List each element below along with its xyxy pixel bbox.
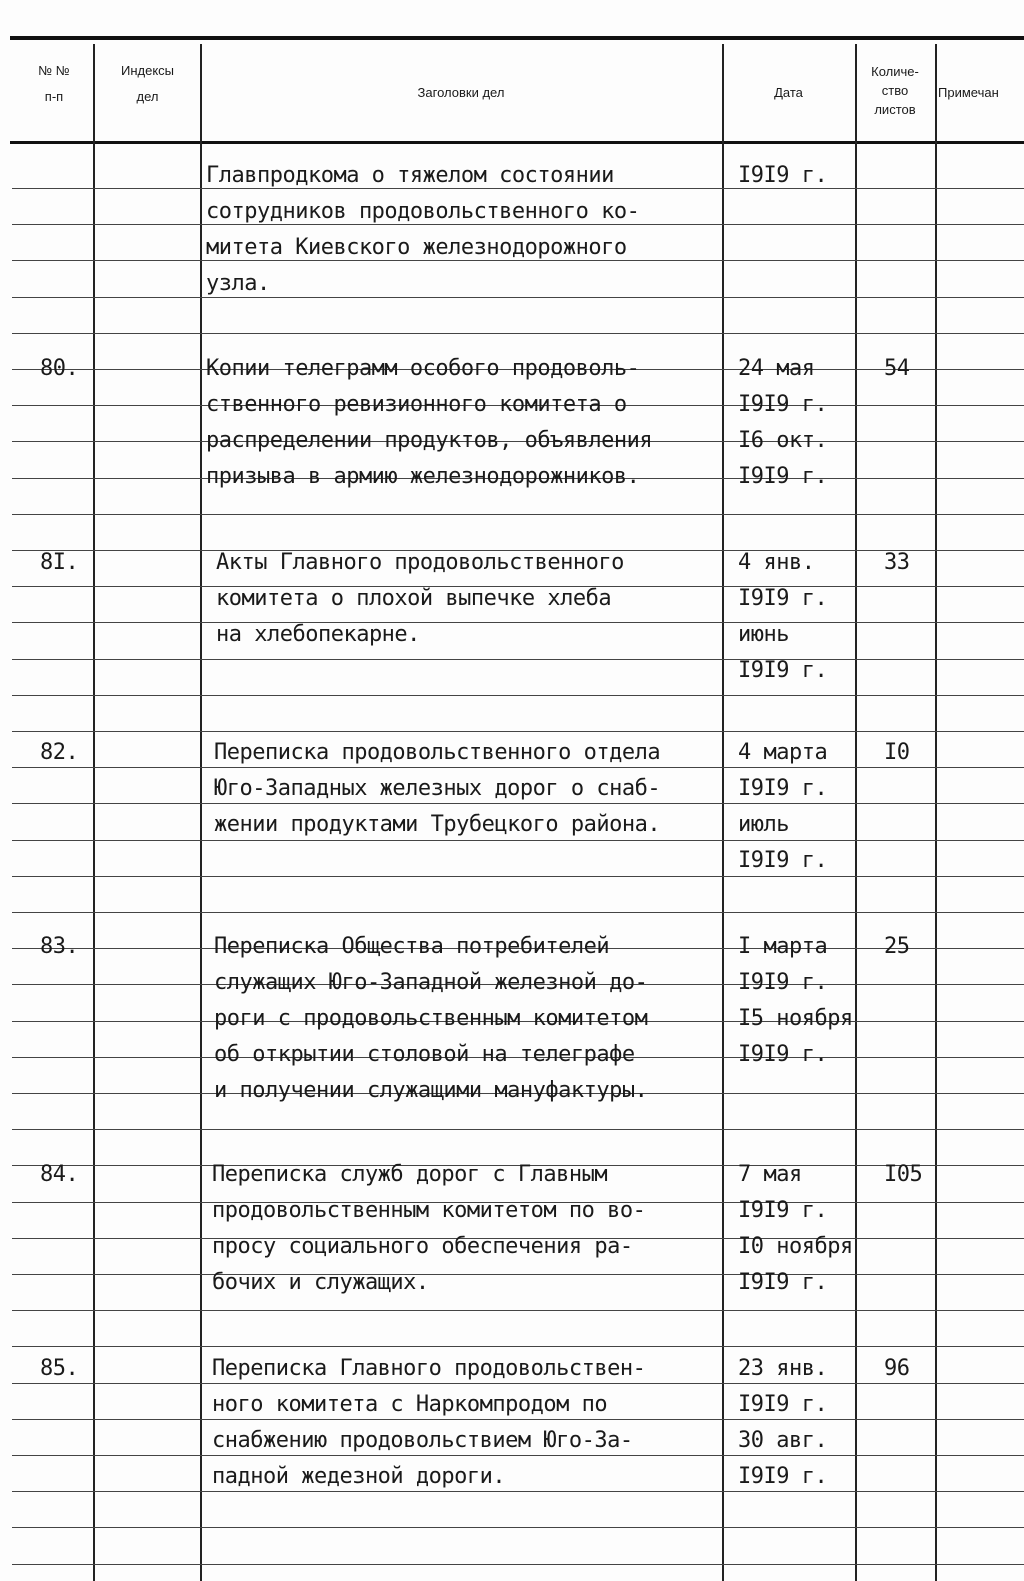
entry-date-line: I0 ноября bbox=[738, 1234, 853, 1259]
entry-title-line: Главпродкома о тяжелом состоянии bbox=[206, 163, 614, 188]
entry-date-line: I9I9 г. bbox=[738, 392, 828, 417]
entry-title-line: Копии телеграмм особого продоволь- bbox=[206, 356, 640, 381]
entry-date-line: 24 мая bbox=[738, 356, 815, 381]
entry-date-line: I9I9 г. bbox=[738, 1198, 828, 1223]
column-divider bbox=[722, 44, 724, 1581]
entry-number: 83. bbox=[40, 934, 79, 959]
row-rule bbox=[12, 912, 1024, 913]
column-divider bbox=[935, 44, 937, 1581]
header-rule bbox=[10, 141, 1024, 144]
row-rule bbox=[12, 622, 1024, 623]
header-date: Дата bbox=[774, 85, 803, 100]
entry-date-line: I5 ноября bbox=[738, 1006, 853, 1031]
entry-number: 85. bbox=[40, 1356, 79, 1381]
entry-date-line: 23 янв. bbox=[738, 1356, 828, 1381]
row-rule bbox=[12, 1527, 1024, 1528]
entry-title-line: сотрудников продовольственного ко- bbox=[206, 199, 640, 224]
top-rule bbox=[10, 36, 1024, 40]
entry-date-line: 7 мая bbox=[738, 1162, 802, 1187]
row-rule bbox=[12, 659, 1024, 660]
entry-sheet-count: I05 bbox=[884, 1162, 923, 1187]
row-rule bbox=[12, 1310, 1024, 1311]
entry-number: 84. bbox=[40, 1162, 79, 1187]
entry-title-line: и получении служащими мануфактуры. bbox=[214, 1078, 648, 1103]
row-rule bbox=[12, 1419, 1024, 1420]
entry-date-line: I9I9 г. bbox=[738, 1270, 828, 1295]
entry-date-line: I9I9 г. bbox=[738, 970, 828, 995]
row-rule bbox=[12, 767, 1024, 768]
entry-sheet-count: 54 bbox=[884, 356, 910, 381]
entry-title-line: жении продуктами Трубецкого района. bbox=[214, 812, 661, 837]
header-sheets: Количе- ство листов bbox=[871, 64, 919, 117]
entry-sheet-count: 96 bbox=[884, 1356, 910, 1381]
entry-date-line: I9I9 г. bbox=[738, 848, 828, 873]
row-rule bbox=[12, 514, 1024, 515]
entry-date-line: июль bbox=[738, 812, 789, 837]
column-divider bbox=[855, 44, 857, 1581]
entry-date-line: I6 окт. bbox=[738, 428, 828, 453]
row-rule bbox=[12, 695, 1024, 696]
row-rule bbox=[12, 333, 1024, 334]
row-rule bbox=[12, 297, 1024, 298]
entry-date-line: 30 авг. bbox=[738, 1428, 828, 1453]
column-divider bbox=[93, 44, 95, 1581]
row-rule bbox=[12, 1274, 1024, 1275]
entry-date-line: 4 янв. bbox=[738, 550, 815, 575]
entry-title-line: Переписка служб дорог с Главным bbox=[212, 1162, 608, 1187]
entry-title-line: Переписка продовольственного отдела bbox=[214, 740, 661, 765]
entry-title-line: Переписка Главного продовольствен- bbox=[212, 1356, 646, 1381]
header-notes: Примечан bbox=[938, 85, 999, 100]
entry-sheet-count: I0 bbox=[884, 740, 910, 765]
header-title: Заголовки дел bbox=[417, 85, 505, 100]
entry-title-line: на хлебопекарне. bbox=[216, 622, 420, 647]
entry-number: 8I. bbox=[40, 550, 79, 575]
entry-title-line: призыва в армию железнодорожников. bbox=[206, 464, 640, 489]
entry-date-line: июнь bbox=[738, 622, 789, 647]
entry-title-line: комитета о плохой выпечке хлеба bbox=[216, 586, 612, 611]
row-rule bbox=[12, 1383, 1024, 1384]
entry-title-line: Акты Главного продовольственного bbox=[216, 550, 624, 575]
header-index: Индексы дел bbox=[120, 63, 174, 104]
entry-title-line: служащих Юго-Западной железной до- bbox=[214, 970, 648, 995]
entry-date-line: I9I9 г. bbox=[738, 1042, 828, 1067]
entry-title-line: продовольственным комитетом по во- bbox=[212, 1198, 646, 1223]
entry-title-line: снабжению продовольствием Юго-За- bbox=[212, 1428, 633, 1453]
row-rule bbox=[12, 1129, 1024, 1130]
entry-date-line: I9I9 г. bbox=[738, 1464, 828, 1489]
entry-title-line: узла. bbox=[206, 271, 270, 296]
entry-date-line: I9I9 г. bbox=[738, 658, 828, 683]
entry-title-line: ного комитета с Наркомпродом по bbox=[212, 1392, 608, 1417]
entry-date-line: I9I9 г. bbox=[738, 464, 828, 489]
entry-date-line: I9I9 г. bbox=[738, 163, 828, 188]
entry-title-line: просу социального обеспечения ра- bbox=[212, 1234, 633, 1259]
entry-title-line: митета Киевского железнодорожного bbox=[206, 235, 627, 260]
entry-sheet-count: 33 bbox=[884, 550, 910, 575]
row-rule bbox=[12, 1564, 1024, 1565]
entry-date-line: I9I9 г. bbox=[738, 776, 828, 801]
header-number: № № п-п bbox=[38, 63, 70, 104]
entry-title-line: Юго-Западных железных дорог о снаб- bbox=[214, 776, 661, 801]
entry-title-line: ственного ревизионного комитета о bbox=[206, 392, 627, 417]
entry-number: 80. bbox=[40, 356, 79, 381]
row-rule bbox=[12, 1346, 1024, 1347]
row-rule bbox=[12, 840, 1024, 841]
entry-date-line: I марта bbox=[738, 934, 828, 959]
entry-title-line: падной жедезной дороги. bbox=[212, 1464, 506, 1489]
entry-number: 82. bbox=[40, 740, 79, 765]
row-rule bbox=[12, 731, 1024, 732]
row-rule bbox=[12, 876, 1024, 877]
entry-title-line: роги с продовольственным комитетом bbox=[214, 1006, 648, 1031]
entry-title-line: об открытии столовой на телеграфе bbox=[214, 1042, 635, 1067]
row-rule bbox=[12, 1455, 1024, 1456]
entry-date-line: I9I9 г. bbox=[738, 1392, 828, 1417]
row-rule bbox=[12, 803, 1024, 804]
entry-title-line: бочих и служащих. bbox=[212, 1270, 429, 1295]
entry-title-line: распределении продуктов, объявления bbox=[206, 428, 653, 453]
entry-date-line: 4 марта bbox=[738, 740, 828, 765]
entry-title-line: Переписка Общества потребителей bbox=[214, 934, 610, 959]
entry-date-line: I9I9 г. bbox=[738, 586, 828, 611]
column-divider bbox=[200, 44, 202, 1581]
row-rule bbox=[12, 1491, 1024, 1492]
entry-sheet-count: 25 bbox=[884, 934, 910, 959]
